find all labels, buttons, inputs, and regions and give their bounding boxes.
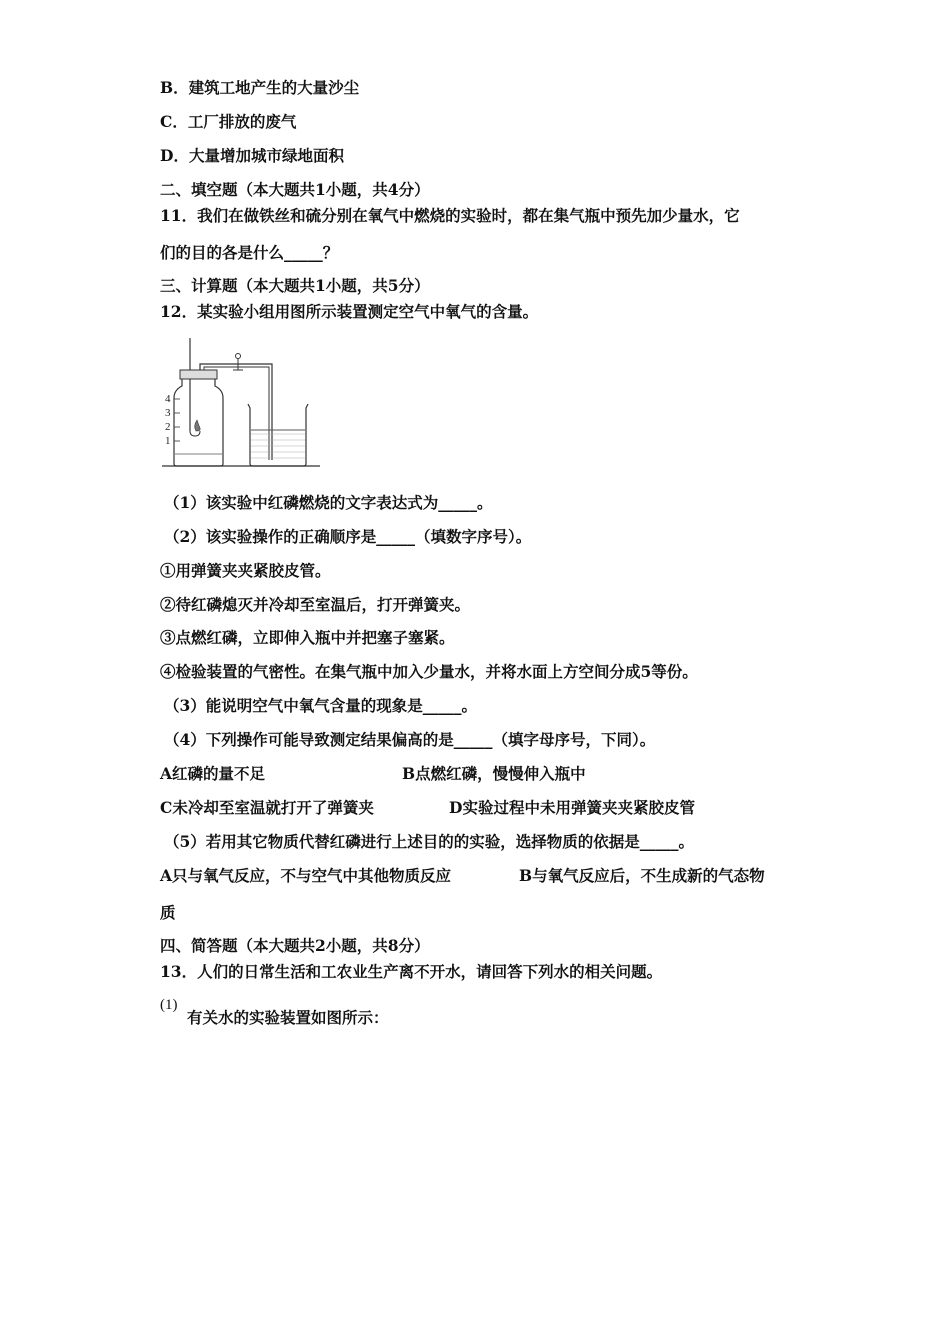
- step-2: ②待红磷熄灭并冷却至室温后，打开弹簧夹。: [160, 595, 471, 614]
- question-12-part-2: （2）该实验操作的正确顺序是_____（填数字序号）。: [164, 527, 532, 546]
- part-4-option-d: D实验过程中未用弹簧夹夹紧胶皮管: [449, 798, 695, 817]
- question-12-part-5: （5）若用其它物质代替红磷进行上述目的的实验，选择物质的依据是_____。: [164, 832, 695, 851]
- part-4-option-b: B点燃红磷，慢慢伸入瓶中: [402, 764, 586, 783]
- part-5-option-b: B与氧气反应后，不生成新的气态物: [519, 866, 765, 885]
- question-13-part-1: 有关水的实验装置如图所示：: [187, 1008, 389, 1027]
- stopper: [180, 370, 217, 379]
- part-4-option-a: A红磷的量不足: [160, 764, 266, 783]
- question-11-line-1: 11．我们在做铁丝和硫分别在氧气中燃烧的实验时，都在集气瓶中预先加少量水，它: [160, 206, 740, 225]
- step-1: ①用弹簧夹夹紧胶皮管。: [160, 561, 331, 580]
- question-13-stem: 13．人们的日常生活和工农业生产离不开水，请回答下列水的相关问题。: [160, 962, 663, 981]
- gas-collecting-bottle: [174, 378, 223, 466]
- step-3: ③点燃红磷，立即伸入瓶中并把塞子塞紧。: [160, 628, 455, 647]
- oxygen-measurement-apparatus-figure: [160, 336, 320, 471]
- beaker: [248, 404, 308, 466]
- spring-clamp-icon: [236, 354, 241, 359]
- combustion-spoon: [190, 431, 200, 436]
- scale-label-4: 4: [165, 393, 171, 405]
- option-d: D．大量增加城市绿地面积: [160, 146, 344, 165]
- section-heading-short-answer: 四、简答题（本大题共2小题，共8分）: [160, 936, 430, 955]
- option-b: B．建筑工地产生的大量沙尘: [160, 78, 360, 97]
- question-12-part-3: （3）能说明空气中氧气含量的现象是_____。: [164, 696, 478, 715]
- section-heading-fill-blank: 二、填空题（本大题共1小题，共4分）: [160, 180, 430, 199]
- part-4-option-c: C未冷却至室温就打开了弹簧夹: [160, 798, 374, 817]
- section-heading-calculation: 三、计算题（本大题共1小题，共5分）: [160, 276, 430, 295]
- scale-label-3: 3: [165, 407, 171, 419]
- flame-icon: [195, 420, 200, 431]
- scale-label-1: 1: [165, 435, 171, 447]
- question-12-stem: 12．某实验小组用图所示装置测定空气中氧气的含量。: [160, 302, 539, 321]
- question-12-part-4: （4）下列操作可能导致测定结果偏高的是_____（填字母序号，下同）。: [164, 730, 656, 749]
- part-5-option-b-continued: 质: [160, 903, 176, 922]
- scale-label-2: 2: [165, 421, 171, 433]
- question-11-line-2: 们的目的各是什么_____？: [160, 243, 339, 262]
- part-5-option-a: A只与氧气反应，不与空气中其他物质反应: [160, 866, 452, 885]
- step-4: ④检验装置的气密性。在集气瓶中加入少量水，并将水面上方空间分成5等份。: [160, 662, 698, 681]
- question-12-part-1: （1）该实验中红磷燃烧的文字表达式为_____。: [164, 493, 493, 512]
- option-c: C．工厂排放的废气: [160, 112, 297, 131]
- question-13-part-1-number: (1): [160, 997, 178, 1013]
